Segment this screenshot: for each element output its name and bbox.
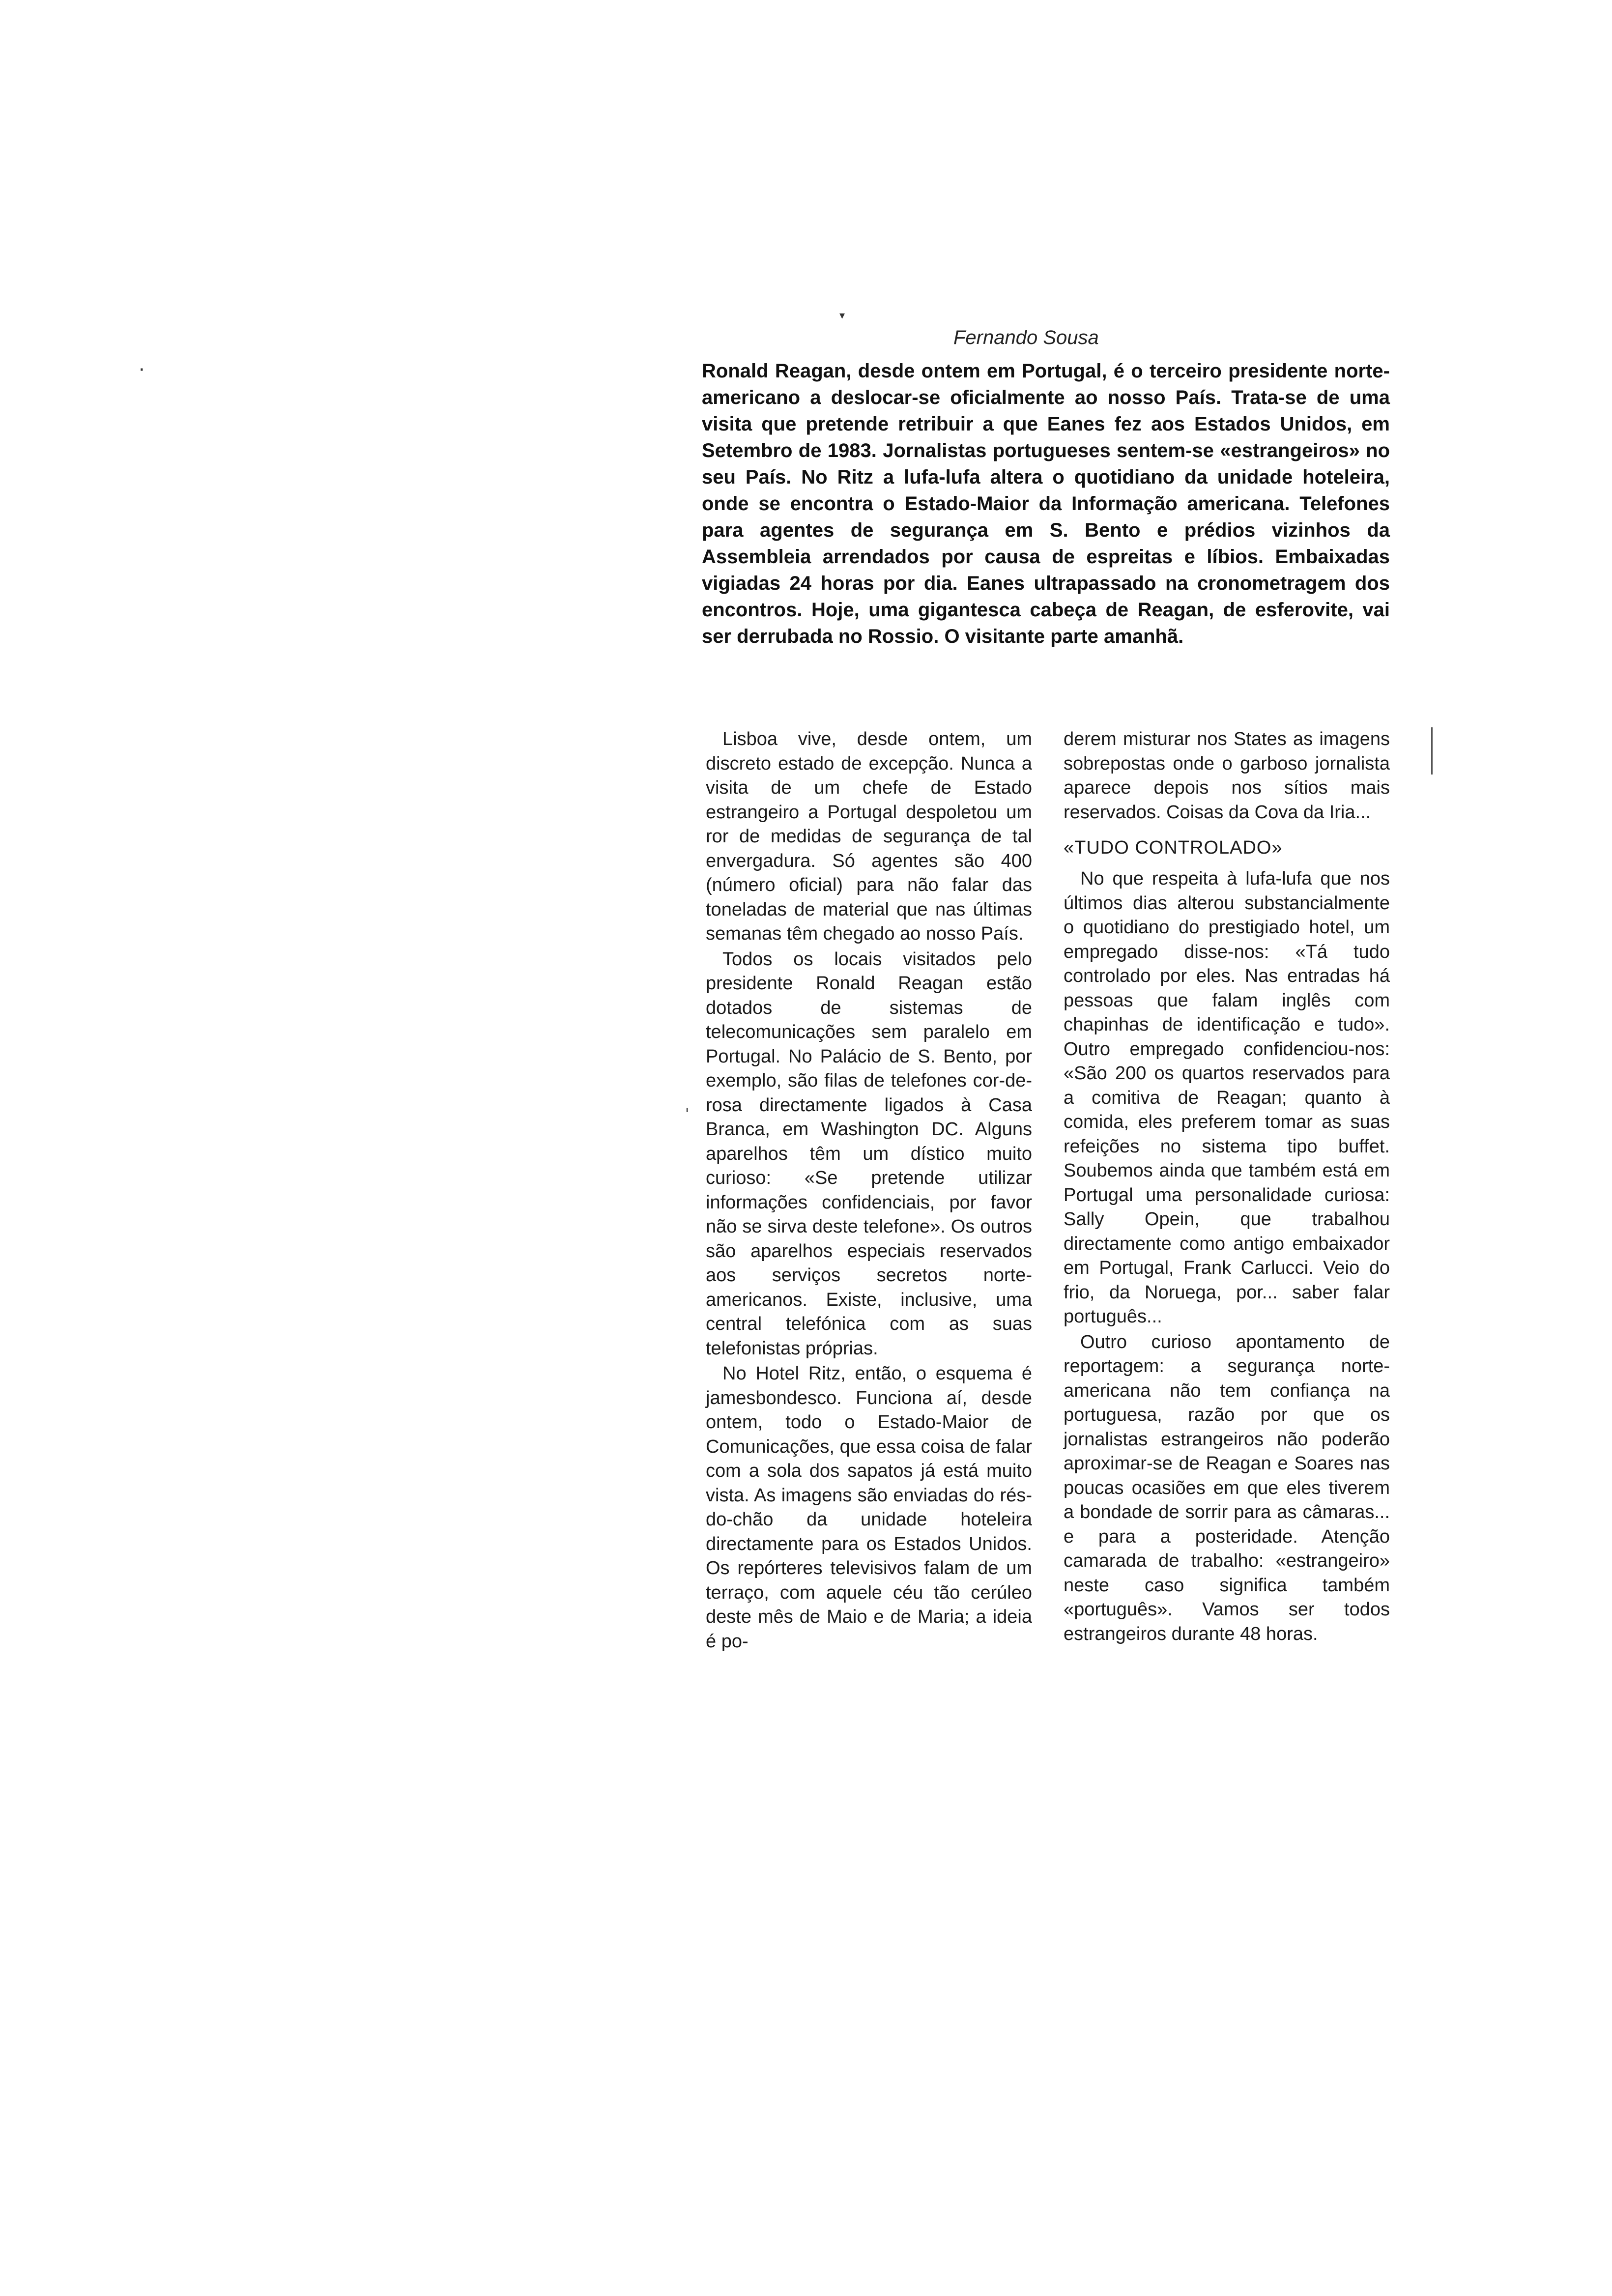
section-subheading: «TUDO CONTROLADO»: [1064, 837, 1283, 858]
body-paragraph: Lisboa vive, desde ontem, um discreto estado de excepção. Nunca a visita de um chefe de Estado estrangeiro a Portugal despoletou um ror de medidas de segurança de tal envergadura. Só agentes são 400 (número oficial) para não falar das toneladas de material que nas últimas semanas têm chegado ao nosso País.: [706, 729, 1032, 944]
body-paragraph: Todos os locais visitados pelo presidente Ronald Reagan estão dotados de sistemas de telecomunicações sem paralelo em Portugal. No Palácio de S. Bento, por exemplo, são filas de telefones cor-de-rosa directamente ligados à Casa Branca, em Washington DC. Alguns aparelhos têm um dístico muito curioso: «Se pretende utilizar informações confidenciais, por favor não se sirva deste telefone». Os outros são aparelhos especiais reservados aos serviços secretos norte-americanos. Existe, inclusive, uma central telefónica com as suas telefonistas próprias.: [706, 948, 1032, 1359]
margin-rule: [1431, 727, 1433, 775]
author-byline: Fernando Sousa: [953, 327, 1099, 348]
scan-mark-tick: ': [685, 1106, 690, 1123]
lead-paragraph: Ronald Reagan, desde ontem em Portugal, é o terceiro presidente norte-americano a deslocar-se oficialmente ao nosso País. Trata-se de uma visita que pretende retribuir a que Eanes fez aos Estados Unidos, em Setembro de 1983. Jornalistas portugueses sentem-se «estrangeiros» no seu País. No Ritz a lufa-lufa altera o quotidiano da unidade hoteleira, onde se encontra o Estado-Maior da Informação americana. Telefones para agentes de segurança em S. Bento e prédios vizinhos da Assembleia arrendados por causa de espreitas e líbios. Embaixadas vigiadas 24 horas por dia. Eanes ultrapassado na cronometragem dos encontros. Hoje, uma gigantesca cabeça de Reagan, de esferovite, vai ser derrubada no Rossio. O visitante parte amanhã.: [702, 360, 1390, 647]
scan-mark-top: ▾: [839, 310, 845, 322]
body-paragraph-continued: derem misturar nos States as imagens sobrepostas onde o garboso jornalista aparece depois nos sítios mais reservados. Coisas da Cova da Iria...: [1064, 729, 1390, 823]
body-paragraph: Outro curioso apontamento de reportagem: a segurança norte-americana não tem confiança na portuguesa, razão por que os jornalistas estrangeiros não poderão aproximar-se de Reagan e Soares nas poucas ocasiões em que eles tiverem a bondade de sorrir para as câmaras... e para a posteridade. Atenção camarada de trabalho: «estrangeiro» neste caso significa também «português». Vamos ser todos estrangeiros durante 48 horas.: [1064, 1331, 1390, 1644]
scan-mark-left-dot: ·: [139, 359, 145, 381]
body-paragraph: No que respeita à lufa-lufa que nos últimos dias alterou substancialmente o quotidiano do prestigiado hotel, um empregado disse-nos: «Tá tudo controlado por eles. Nas entradas há pessoas que falam inglês com chapinhas de identificação e tudo». Outro empregado confidenciou-nos: «São 200 os quartos reservados para a comitiva de Reagan; quanto à comida, eles preferem tomar as suas refeições no sistema tipo buffet. Soubemos ainda que também está em Portugal uma personalidade curiosa: Sally Opein, que trabalhou directamente como antigo embaixador em Portugal, Frank Carlucci. Veio do frio, da Noruega, por... saber falar português...: [1064, 868, 1390, 1327]
body-paragraph: No Hotel Ritz, então, o esquema é jamesbondesco. Funciona aí, desde ontem, todo o Estado-Maior de Comunicações, que essa coisa de falar com a sola dos sapatos já está muito vista. As imagens são enviadas do rés-do-chão da unidade hoteleira directamente para os Estados Unidos. Os repórteres televisivos falam de um terraço, com aquele céu tão cerúleo deste mês de Maio e de Maria; a ideia é po-: [706, 1363, 1032, 1652]
right-column: [1064, 727, 1390, 1646]
left-column: [706, 727, 1032, 1654]
